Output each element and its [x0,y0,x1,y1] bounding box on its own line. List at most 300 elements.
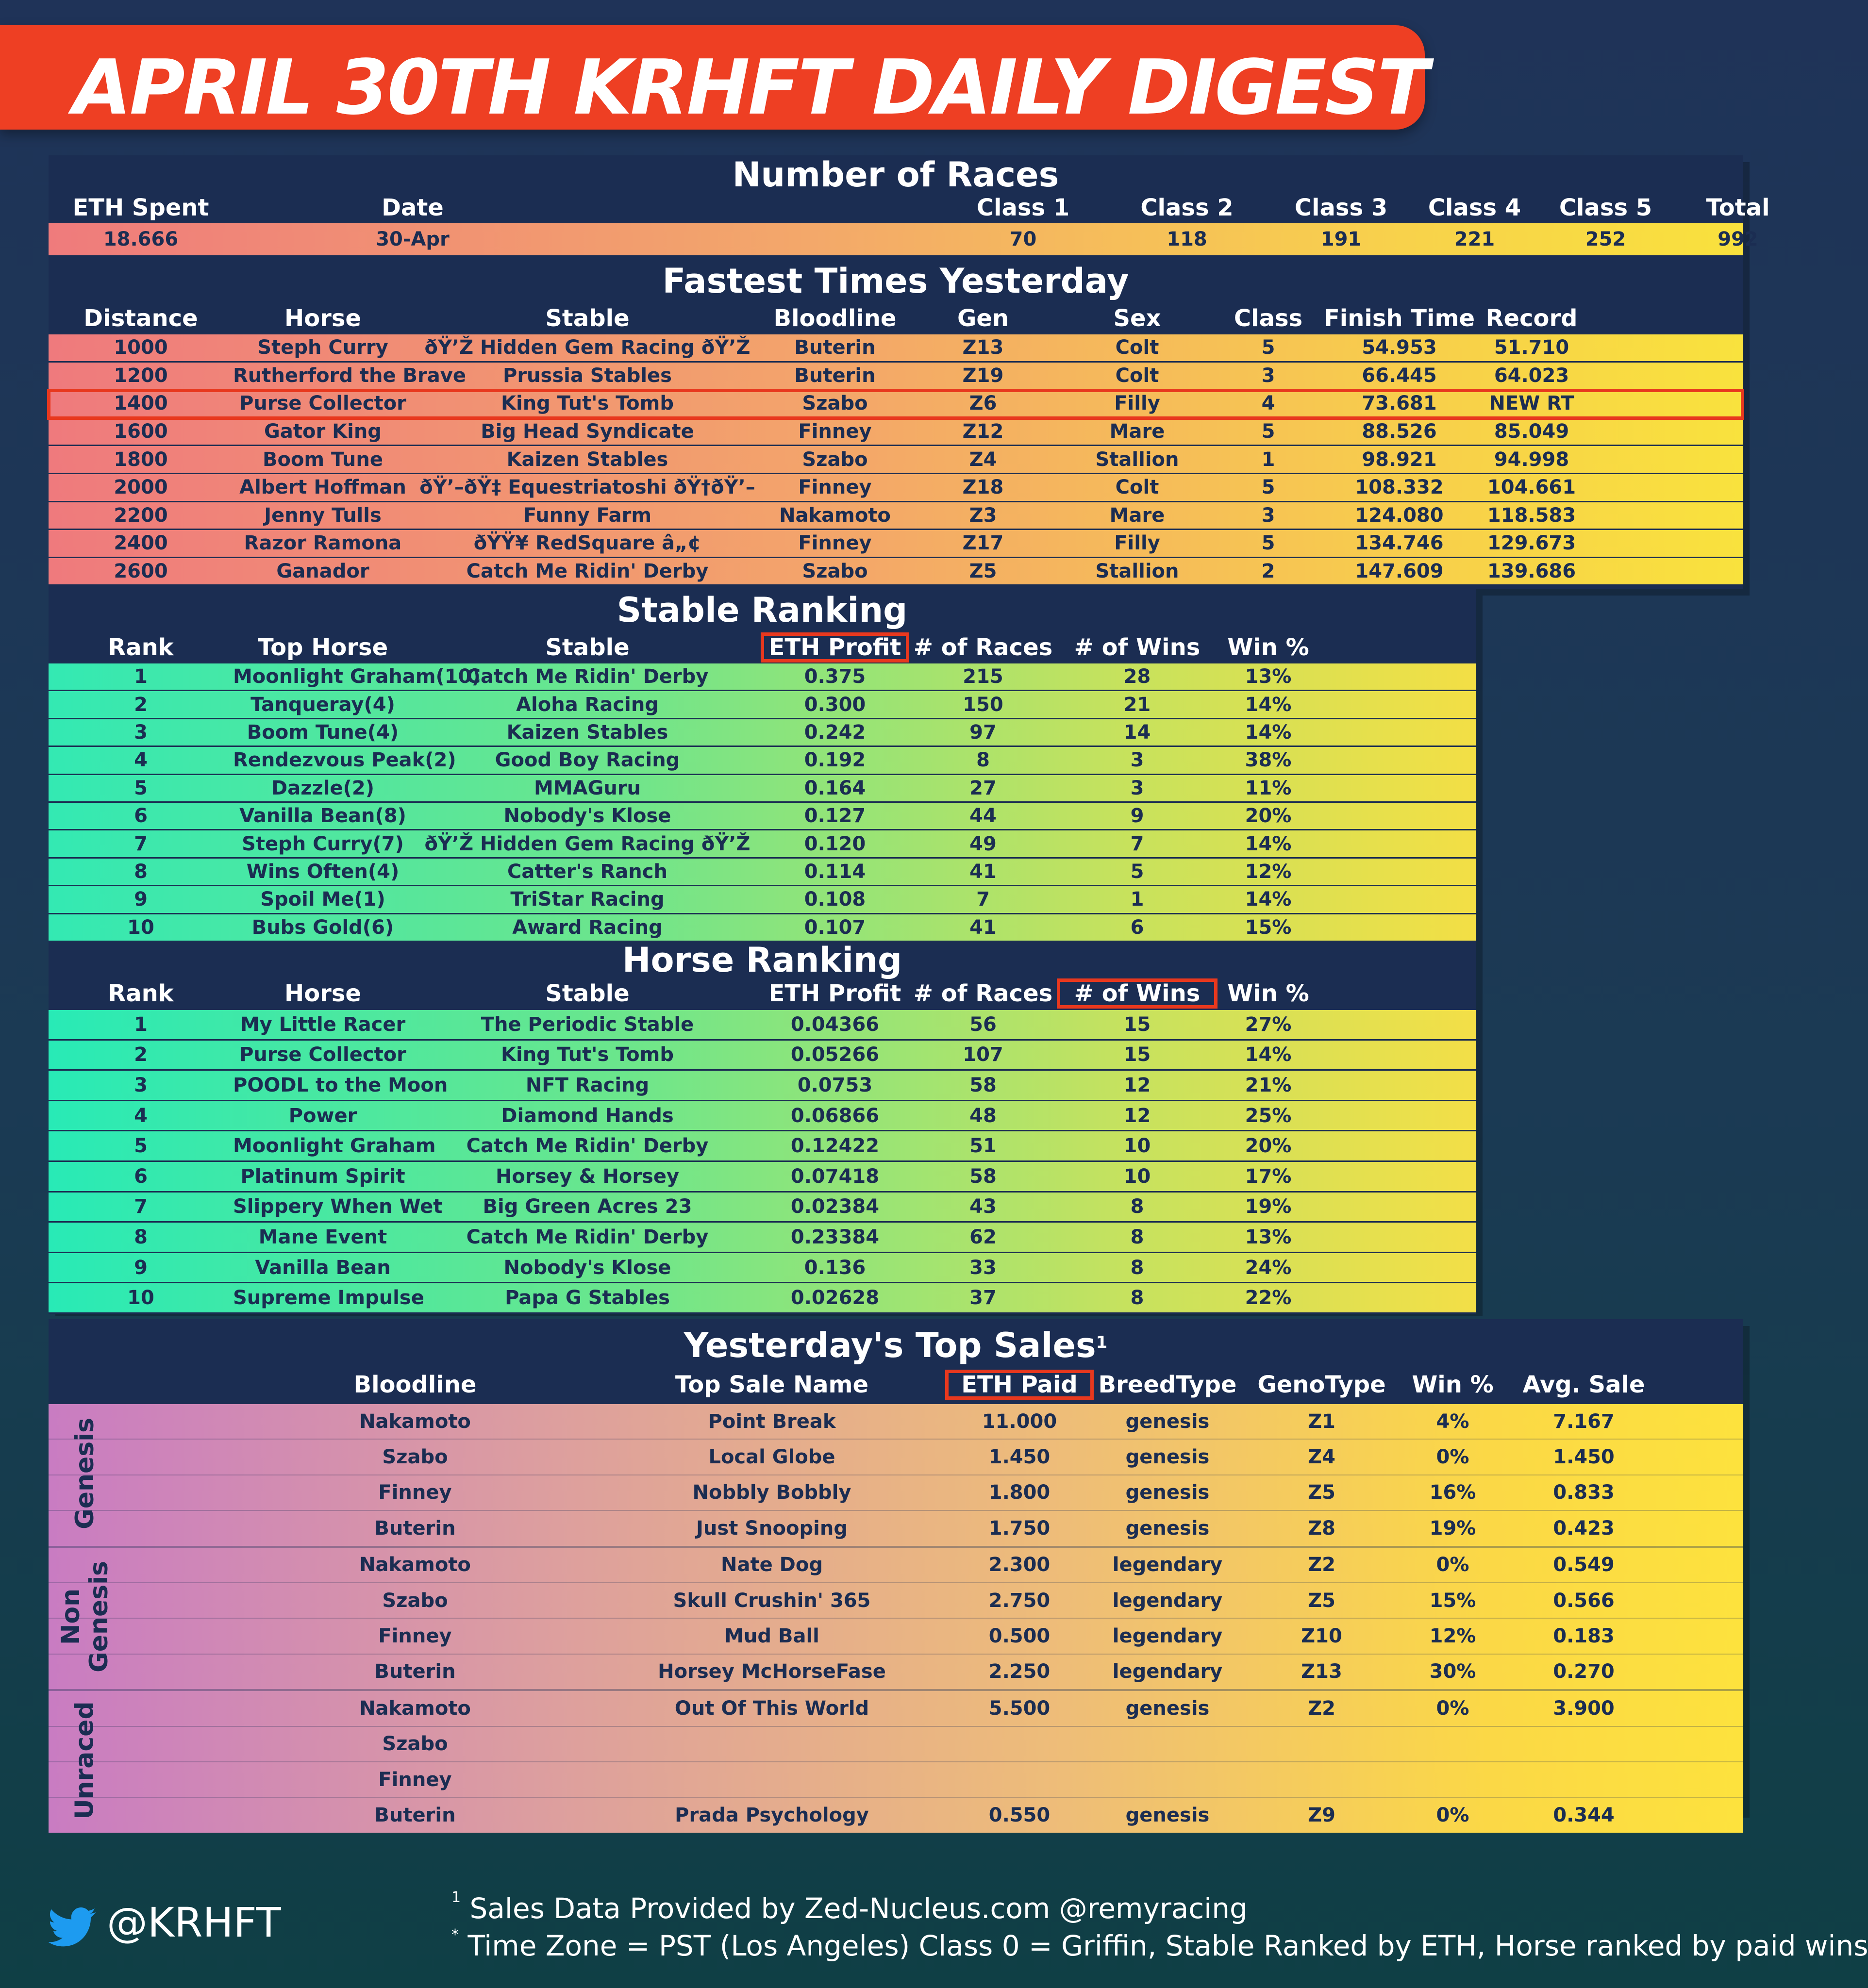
table-cell: 14% [1245,832,1292,855]
table-header [49,631,1476,663]
table-cell: Moonlight Graham [233,1135,436,1158]
column-header: Total [1706,194,1770,221]
table-cell: 8 [134,1226,148,1248]
table-cell: genesis [1125,1410,1210,1433]
table-cell: 1600 [114,420,168,443]
table-row [49,719,1476,747]
table-cell: Big Head Syndicate [481,420,694,443]
table-row [49,334,1743,363]
table-cell: 14% [1245,693,1292,716]
table-cell: NEW RT [1489,392,1574,415]
table-row [49,558,1743,586]
table-cell: Z6 [969,392,997,415]
table-cell: 0.375 [804,665,866,688]
title-banner [0,25,1425,130]
section-title: Stable Ranking [617,590,908,630]
table-cell: Szabo [382,1589,448,1612]
group-label [49,1404,121,1543]
table-cell: 37 [969,1287,997,1309]
table-cell: Vanilla Bean(8) [239,805,406,828]
table-cell: 6 [134,1165,148,1188]
table-cell: 27% [1245,1013,1292,1036]
table-cell: 221 [1454,228,1495,250]
table-cell: genesis [1125,1697,1210,1720]
table-cell: 0.183 [1553,1625,1615,1648]
table-cell: 73.681 [1362,392,1437,415]
table-cell: 5 [134,1135,148,1158]
section-title-text: Yesterday's Top Sales [684,1325,1096,1365]
footnote-text: Sales Data Provided by Zed-Nucleus.com @remyracing [469,1892,1248,1925]
table-cell: Szabo [802,392,868,415]
table-cell: 5 [1261,532,1275,555]
table-cell: 2400 [114,532,168,555]
table-cell: 10 [127,1287,154,1309]
twitter-icon[interactable] [48,1907,96,1947]
table-cell: 6 [1130,916,1144,939]
table-cell: 10 [1123,1165,1151,1188]
table-cell: 0% [1436,1554,1469,1576]
table-cell: 66.445 [1362,364,1437,387]
table-row [49,1041,1476,1071]
table-cell: Szabo [802,560,868,583]
table-cell: 1800 [114,448,168,471]
table-cell: Stallion [1095,448,1179,471]
group-label-text: Non Genesis [56,1561,114,1673]
table-cell: Mane Event [258,1226,387,1248]
table-cell: 2600 [114,560,168,583]
table-cell: 7 [134,832,148,855]
table-row [49,1619,1743,1654]
table-cell: 44 [969,805,997,828]
table-cell: 14% [1245,721,1292,744]
table-cell: 51 [969,1135,997,1158]
footnote-marker: 1 [451,1889,461,1906]
table-cell: 0.549 [1553,1554,1615,1576]
table-cell: Z18 [962,476,1004,499]
column-header: Record [1485,305,1578,332]
table-cell: legendary [1112,1554,1223,1576]
table-cell: Platinum Spirit [240,1165,405,1188]
table-row [49,1283,1476,1314]
table-cell: 51.710 [1494,336,1569,359]
table-cell: 58 [969,1165,997,1188]
table-cell: Just Snooping [696,1517,848,1540]
column-header: Stable [545,634,630,661]
table-cell: 15% [1429,1589,1476,1612]
table-row [49,223,1758,255]
column-header: Win % [1227,634,1309,661]
sales-group [49,1548,1743,1690]
section-title: Horse Ranking [622,940,902,980]
table-cell: 14 [1123,721,1151,744]
fastest-times-section [49,260,1743,589]
table-cell: Nakamoto [359,1554,471,1576]
table-cell: Colt [1115,336,1159,359]
table-row [49,775,1476,803]
column-header: Win % [1227,980,1309,1007]
table-cell: Boom Tune [262,448,384,471]
table-cell: 0.344 [1553,1804,1615,1826]
table-cell: POODL to the Moon [233,1074,448,1096]
table-cell: Slippery When Wet [233,1195,443,1218]
table-cell: 14% [1245,1044,1292,1066]
table-cell: 2200 [114,504,168,527]
table-cell: 21 [1123,693,1151,716]
table-cell: Ganador [276,560,369,583]
table-cell: 4 [1261,392,1275,415]
group-label-text: Unraced [70,1701,100,1820]
table-cell: Mare [1109,504,1165,527]
table-cell: 108.332 [1355,476,1444,499]
column-header: Finish Time [1323,305,1475,332]
table-cell: Nate Dog [721,1554,823,1576]
table-cell: Nakamoto [779,504,891,527]
column-header: GenoType [1257,1371,1386,1398]
table-cell: 12% [1245,860,1292,883]
table-cell: Z12 [962,420,1004,443]
table-cell: 9 [134,888,148,911]
table-cell: 21% [1245,1074,1292,1096]
table-row [49,1071,1476,1101]
table-cell: 1 [1261,448,1275,471]
table-cell: 62 [969,1226,997,1248]
table-cell: 0% [1436,1804,1469,1826]
table-cell: Catch Me Ridin' Derby [466,1135,709,1158]
column-header: Rank [108,980,174,1007]
footnote-marker: * [451,1926,459,1943]
table-cell: Purse Collector [239,1044,406,1066]
column-header: Sex [1113,305,1161,332]
table-cell: 7 [1130,832,1144,855]
twitter-handle[interactable]: @KRHFT [107,1899,281,1946]
table-cell: Point Break [708,1410,836,1433]
sales-group [49,1691,1743,1833]
table-cell: Z5 [1308,1589,1335,1612]
table-cell: Local Globe [708,1446,835,1469]
table-header [49,977,1476,1010]
table-cell: Z5 [1308,1481,1335,1504]
table-cell: ðŸ’Ž Hidden Gem Racing ðŸ’Ž [424,336,751,359]
table-cell: Bubs Gold(6) [251,916,394,939]
table-cell: genesis [1125,1481,1210,1504]
table-cell: 17% [1245,1165,1292,1188]
table-row-new-record [49,390,1743,418]
table-cell: Boom Tune(4) [247,721,399,744]
table-cell: Albert Hoffman [239,476,406,499]
table-row [49,1691,1743,1726]
table-cell: 3 [1130,777,1144,799]
table-cell: Moonlight Graham(10) [233,665,481,688]
table-cell: Steph Curry(7) [242,832,404,855]
table-cell: Filly [1114,532,1160,555]
column-header: Horse [284,980,361,1007]
table-cell: 0.566 [1553,1589,1615,1612]
table-cell: 134.746 [1355,532,1444,555]
table-cell: Z17 [962,532,1004,555]
table-cell: 252 [1585,228,1626,250]
table-cell: 98.921 [1362,448,1437,471]
table-cell: Papa G Stables [505,1287,670,1309]
table-cell: Gator King [264,420,382,443]
table-cell: 0.02628 [790,1287,880,1309]
table-cell: Szabo [382,1446,448,1469]
column-header: Avg. Sale [1522,1371,1645,1398]
table-cell: Finney [378,1625,452,1648]
table-cell: My Little Racer [240,1013,406,1036]
table-cell: Finney [798,532,872,555]
column-header: Date [382,194,444,221]
column-header: Gen [957,305,1009,332]
table-cell: genesis [1125,1446,1210,1469]
table-cell: Prussia Stables [503,364,672,387]
table-row [49,1762,1743,1798]
table-row [49,1010,1476,1041]
table-cell: 6 [134,805,148,828]
table-cell: Buterin [374,1517,456,1540]
table-cell: 0.127 [804,805,866,828]
table-cell: Buterin [794,364,876,387]
table-cell: Z5 [969,560,997,583]
table-cell: 85.049 [1494,420,1569,443]
table-row [49,1475,1743,1511]
table-cell: Skull Crushin' 365 [673,1589,871,1612]
table-cell: 5 [1261,476,1275,499]
table-cell: 11.000 [982,1410,1057,1433]
column-header: Stable [545,305,630,332]
table-cell: 0% [1436,1697,1469,1720]
table-cell: Z13 [1301,1660,1342,1683]
table-cell: Nakamoto [359,1697,471,1720]
table-cell: Finney [378,1481,452,1504]
table-cell: Buterin [794,336,876,359]
table-cell: 5 [1261,420,1275,443]
table-cell: 2.750 [988,1589,1051,1612]
table-cell: 107 [963,1044,1003,1066]
table-row [49,1440,1743,1475]
table-cell: NFT Racing [525,1074,650,1096]
column-header: Distance [83,305,198,332]
table-cell: 1400 [114,392,168,415]
table-cell: Stallion [1095,560,1179,583]
table-cell: genesis [1125,1517,1210,1540]
table-row [49,1223,1476,1253]
column-header: Class [1234,305,1303,332]
table-cell: Good Boy Racing [495,749,680,772]
table-cell: 2 [134,1044,148,1066]
table-cell: 215 [963,665,1003,688]
table-cell: 0.423 [1553,1517,1615,1540]
table-cell: 139.686 [1487,560,1576,583]
table-cell: Aloha Racing [516,693,659,716]
table-row [49,803,1476,830]
column-header: ETH Profit [768,980,901,1007]
table-cell: Supreme Impulse [233,1287,424,1309]
table-row [49,474,1743,502]
table-cell: 0.107 [804,916,866,939]
table-cell: 30% [1429,1660,1476,1683]
column-header: ETH Spent [72,194,209,221]
table-cell: 3 [134,721,148,744]
table-cell: Funny Farm [523,504,652,527]
table-cell: 1 [1130,888,1144,911]
table-cell: 191 [1320,228,1362,250]
table-cell: Z19 [962,364,1004,387]
table-cell: 0.12422 [790,1135,880,1158]
table-cell: 38% [1245,749,1292,772]
table-row [49,418,1743,447]
table-row [49,1162,1476,1193]
table-row [49,1798,1743,1832]
table-cell: 1.750 [988,1517,1051,1540]
table-cell: ðŸŸ¥ RedSquare â„¢ [473,532,701,555]
table-cell: Z8 [1308,1517,1335,1540]
table-cell: legendary [1112,1589,1223,1612]
table-cell: 13% [1245,1226,1292,1248]
table-row [49,886,1476,914]
stable-ranking-section [49,589,1476,941]
column-header: # of Races [913,980,1053,1007]
column-header: # of Wins [1058,980,1216,1007]
table-cell: 0.270 [1553,1660,1615,1683]
table-row [49,1511,1743,1545]
table-body [49,334,1743,586]
table-cell: 11% [1245,777,1292,799]
table-row [49,830,1476,858]
table-cell: Colt [1115,476,1159,499]
table-cell: Finney [798,420,872,443]
table-row [49,1131,1476,1162]
table-cell: Horsey McHorseFase [658,1660,886,1683]
table-cell: 1.450 [1553,1446,1615,1469]
table-cell: 0.114 [804,860,866,883]
table-cell: 0.500 [988,1625,1051,1648]
table-cell: 48 [969,1104,997,1127]
table-cell: 5 [1261,336,1275,359]
table-cell: Prada Psychology [675,1804,869,1826]
table-cell: Jenny Tulls [264,504,382,527]
column-header: Class 5 [1559,194,1652,221]
number-of-races-section [49,155,1770,260]
table-cell: Rutherford the Brave [233,364,466,387]
table-cell: 4 [134,1104,148,1127]
table-cell: 992 [1718,228,1758,250]
column-header: Bloodline [353,1371,477,1398]
table-cell: King Tut's Tomb [501,392,674,415]
table-cell: 118.583 [1487,504,1576,527]
table-cell: 0.136 [804,1256,866,1279]
table-cell: 64.023 [1494,364,1569,387]
table-cell: 0.05266 [790,1044,880,1066]
table-cell: Z2 [1308,1554,1335,1576]
table-cell: 88.526 [1362,420,1437,443]
table-cell: Award Racing [512,916,663,939]
table-cell: 41 [969,860,997,883]
table-cell: 15 [1123,1044,1151,1066]
table-cell: 33 [969,1256,997,1279]
column-header: Bloodline [773,305,897,332]
table-cell: 8 [1130,1256,1144,1279]
table-cell: 49 [969,832,997,855]
table-cell: 0.550 [988,1804,1051,1826]
table-row [49,446,1743,474]
table-cell: Z9 [1308,1804,1335,1826]
table-cell: 9 [134,1256,148,1279]
table-cell: 8 [1130,1195,1144,1218]
section-title: Fastest Times Yesterday [662,261,1129,301]
table-row [49,1727,1743,1762]
table-cell: 22% [1245,1287,1292,1309]
column-header: # of Races [913,634,1053,661]
column-header: # of Wins [1074,634,1201,661]
column-header: Top Sale Name [675,1371,869,1398]
table-cell: 25% [1245,1104,1292,1127]
table-cell: 19% [1429,1517,1476,1540]
table-cell: 0.120 [804,832,866,855]
table-cell: 2.250 [988,1660,1051,1683]
table-cell: 9 [1130,805,1144,828]
table-cell: 1000 [114,336,168,359]
table-cell: 147.609 [1355,560,1444,583]
table-cell: Kaizen Stables [506,721,668,744]
table-cell: Catch Me Ridin' Derby [466,665,709,688]
table-cell: 104.661 [1487,476,1576,499]
table-cell: 58 [969,1074,997,1096]
table-cell: Wins Often(4) [246,860,400,883]
table-cell: Horsey & Horsey [495,1165,680,1188]
table-cell: TriStar Racing [510,888,665,911]
table-cell: 0% [1436,1446,1469,1469]
table-cell: Z10 [1301,1625,1342,1648]
column-header: Rank [108,634,174,661]
table-row [49,1253,1476,1284]
table-row [49,663,1476,691]
table-cell: Nobody's Klose [503,1256,671,1279]
table-cell: Spoil Me(1) [260,888,385,911]
table-cell: 16% [1429,1481,1476,1504]
table-cell: 1 [134,1013,148,1036]
table-cell: 14% [1245,888,1292,911]
column-header: ETH Paid [947,1371,1092,1398]
table-cell: 19% [1245,1195,1292,1218]
table-header [49,302,1743,334]
table-cell: 10 [1123,1135,1151,1158]
table-row [49,747,1476,775]
table-cell: 54.953 [1362,336,1437,359]
table-cell: Szabo [382,1733,448,1756]
column-header: ETH Profit [762,634,908,661]
table-cell: Buterin [374,1660,456,1683]
column-header: Class 2 [1140,194,1234,221]
table-cell: 2000 [114,476,168,499]
sales-group [49,1404,1743,1546]
table-cell: Filly [1114,392,1160,415]
table-row [49,914,1476,942]
table-cell: 4 [134,749,148,772]
table-cell: 8 [134,860,148,883]
table-cell: 129.673 [1487,532,1576,555]
page-title: APRIL 30TH KRHFT DAILY DIGEST [73,43,1427,132]
table-cell: 15% [1245,916,1292,939]
group-label [49,1691,121,1830]
table-cell: Vanilla Bean [255,1256,391,1279]
table-cell: 12 [1123,1074,1151,1096]
table-row [49,363,1743,391]
table-cell: Nakamoto [359,1410,471,1433]
section-title [49,1319,1743,1365]
table-cell: 43 [969,1195,997,1218]
footnote-2 [451,1926,1868,1962]
table-cell: ðŸ’–ðŸ‡ Equestriatoshi ðŸ†ðŸ’– [419,476,755,499]
